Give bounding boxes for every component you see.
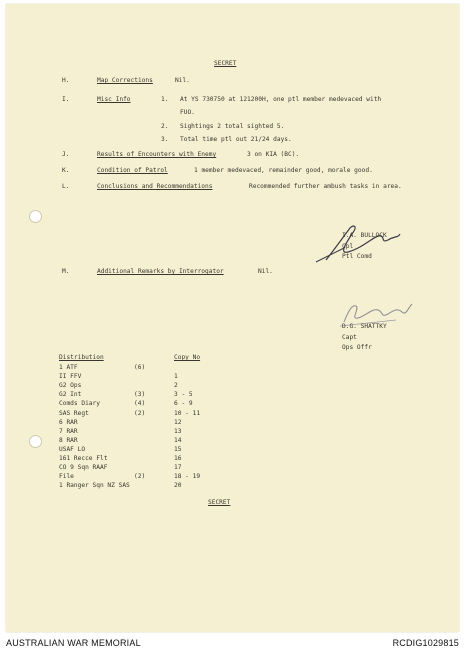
document-page (6, 4, 459, 632)
signer-2-rank: Capt (342, 334, 357, 341)
section-k-title: Condition of Patrol (97, 167, 168, 174)
distribution-copy-no: 3 - 5 (174, 391, 193, 399)
distribution-recipient: SAS Regt (59, 409, 89, 417)
section-j-title: Results of Encounters with Enemy (97, 151, 217, 158)
misc-item-2-text: Sightings 2 total sighted 5. (180, 123, 285, 130)
signer-1-name: I.A. BULLOCK (342, 232, 387, 239)
distribution-count: (2) (134, 473, 146, 481)
distribution-copy-no: 2 (174, 382, 178, 390)
distribution-recipient: 1 Ranger Sqn NZ SAS (59, 482, 130, 490)
section-j-text: 3 on KIA (BC). (247, 151, 300, 158)
section-m-letter: M. (62, 268, 70, 275)
misc-item-3-text: Total time ptl out 21/24 days. (180, 136, 292, 143)
distribution-copy-no: 1 (174, 373, 178, 381)
distribution-copy-no: 14 (174, 436, 182, 444)
signer-1-role: Ptl Comd (342, 253, 372, 260)
punch-hole-top (29, 210, 42, 223)
section-m-title: Additional Remarks by Interrogator (97, 268, 224, 275)
distribution-recipient: 6 RAR (59, 418, 78, 426)
distribution-recipient: 8 RAR (59, 436, 78, 444)
distribution-recipient: Comds Diary (59, 400, 100, 408)
section-m-text: Nil. (258, 268, 273, 275)
distribution-copy-no: 17 (174, 464, 182, 472)
section-h-title: Map Corrections (97, 77, 153, 84)
footer-reference: RCDIG1029815 (392, 638, 459, 648)
section-j-letter: J. (62, 151, 70, 158)
section-h-letter: H. (62, 77, 70, 84)
distribution-recipient: G2 Int (59, 391, 82, 399)
distribution-copy-no: 20 (174, 482, 182, 490)
distribution-recipient: 161 Recce Flt (59, 455, 108, 462)
signer-1-rank: Cpl (342, 243, 354, 250)
distribution-recipient: 7 RAR (59, 427, 78, 435)
distribution-copy-no: 16 (174, 455, 182, 462)
classification-top: SECRET (214, 60, 237, 67)
punch-hole-bottom (29, 435, 42, 448)
section-l-text: Recommended further ambush tasks in area. (249, 183, 402, 190)
misc-item-2-num: 2. (161, 123, 169, 130)
distribution-copy-no: 10 - 11 (174, 409, 201, 417)
distribution-recipient: USAF LO (59, 445, 86, 453)
section-k-text: 1 member medevaced, remainder good, morale good. (194, 167, 373, 174)
signer-2-name: D.G. SHATTKY (342, 323, 387, 330)
section-k-letter: K. (62, 167, 70, 174)
distribution-recipient: II FFV (59, 373, 82, 381)
distribution-recipient: 1 ATF (59, 364, 78, 371)
distribution-copy-no: 12 (174, 418, 182, 426)
distribution-count: (6) (134, 364, 146, 371)
distribution-count: (4) (134, 400, 146, 408)
copy-no-heading: Copy No (174, 354, 201, 361)
distribution-heading: Distribution (59, 354, 104, 361)
misc-item-1-num: 1. (161, 96, 169, 103)
distribution-count: (3) (134, 391, 146, 399)
misc-item-1-text-cont: FUO. (180, 109, 195, 116)
misc-item-3-num: 3. (161, 136, 169, 143)
section-i-letter: I. (62, 96, 70, 103)
footer-source: AUSTRALIAN WAR MEMORIAL (6, 638, 141, 648)
distribution-recipient: G2 Ops (59, 382, 82, 390)
distribution-recipient: File (59, 473, 74, 481)
section-l-title: Conclusions and Recommendations (97, 183, 213, 190)
section-l-letter: L. (62, 183, 70, 190)
distribution-recipient: CO 9 Sqn RAAF (59, 464, 108, 472)
distribution-copy-no: 6 - 9 (174, 400, 193, 408)
distribution-count: (2) (134, 409, 146, 417)
signer-2-role: Ops Offr (342, 344, 372, 351)
distribution-copy-no: 18 - 19 (174, 473, 201, 481)
section-h-text: Nil. (175, 77, 190, 84)
classification-bottom: SECRET (208, 499, 231, 506)
misc-item-1-text: At YS 730750 at 121200H, one ptl member medevaced with (180, 96, 382, 103)
section-i-title: Misc Info (97, 96, 131, 103)
distribution-copy-no: 15 (174, 445, 182, 453)
distribution-copy-no: 13 (174, 427, 182, 435)
